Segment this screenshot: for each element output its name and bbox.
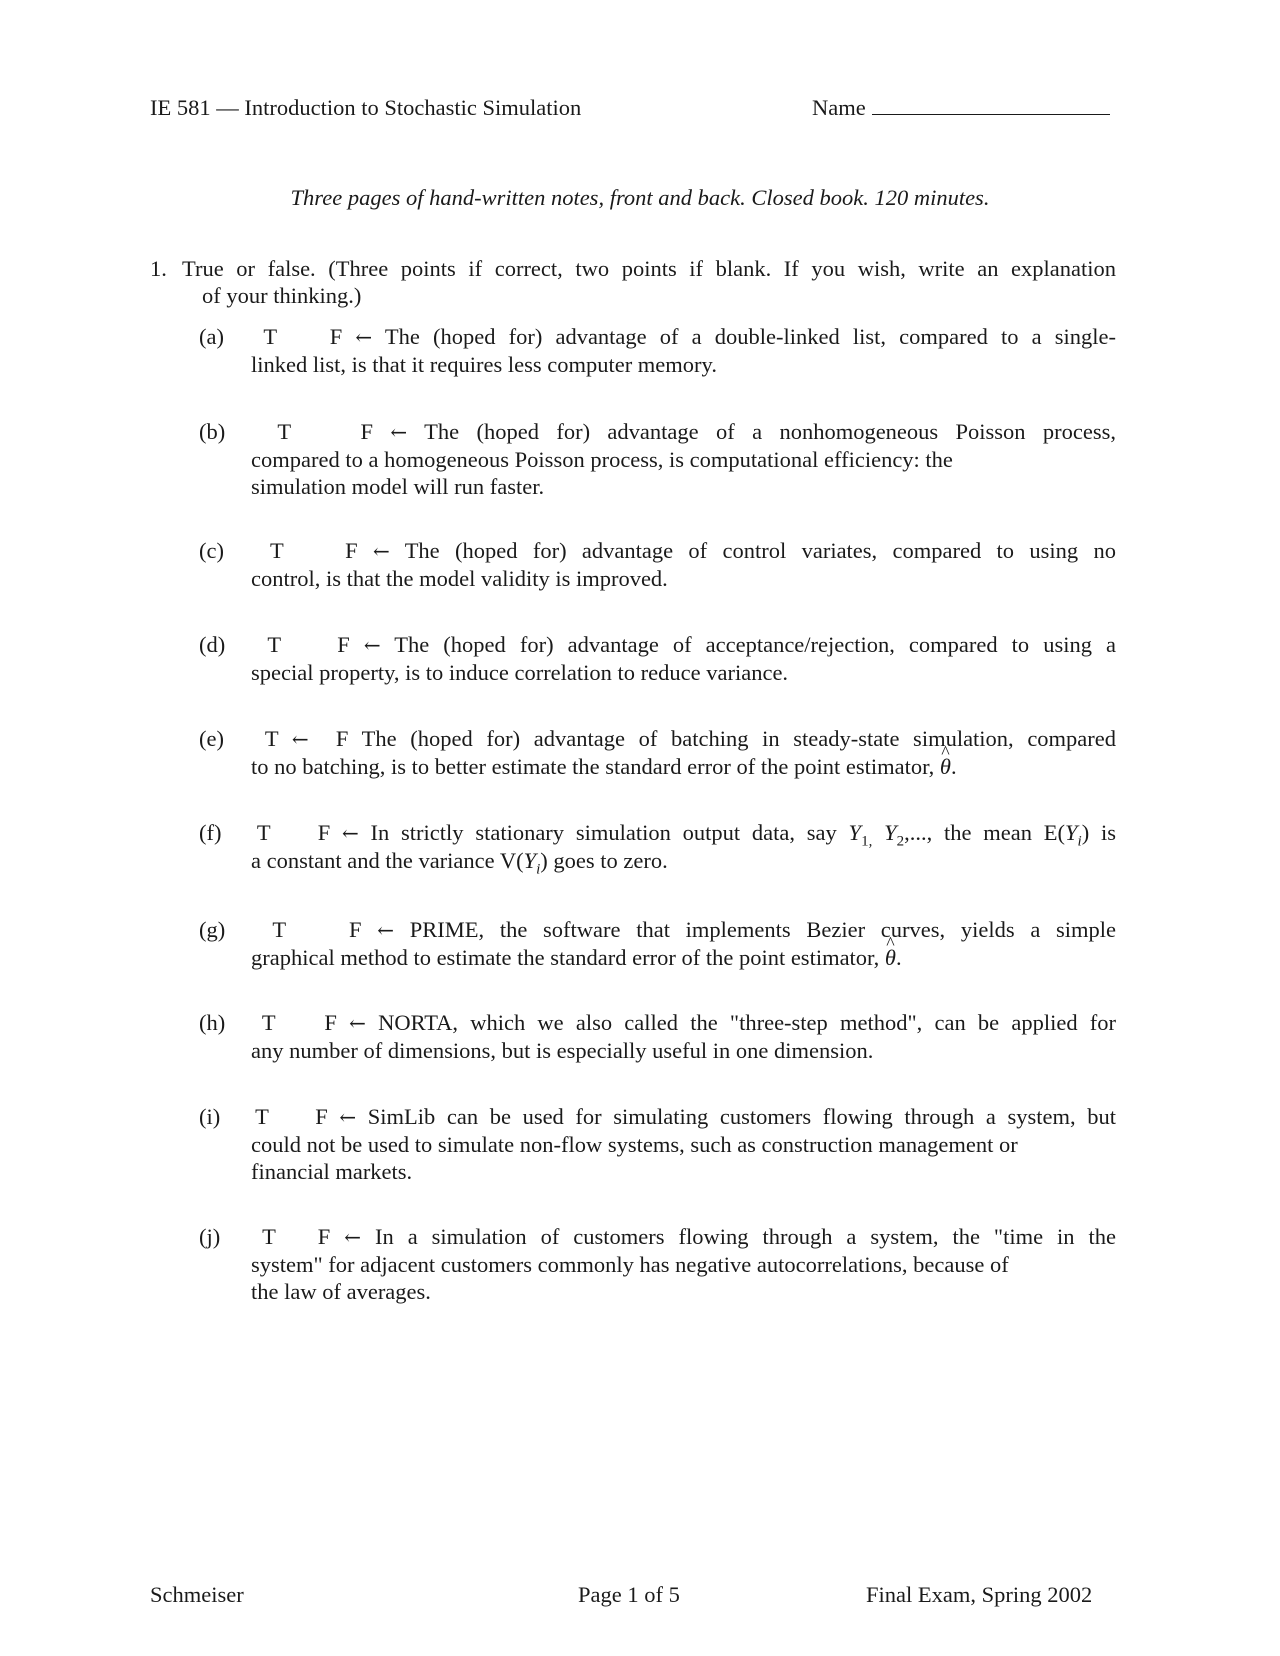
item-statement-start: The (hoped for) advantage of batching in steady-state simulation, compared <box>361 726 1117 751</box>
question-1-heading <box>150 255 1116 309</box>
item-label: (f) <box>199 820 222 845</box>
tf-item-i <box>199 1103 1116 1185</box>
tf-choice[interactable]: T F ← <box>272 917 395 942</box>
tf-choice[interactable]: T F ← <box>261 1010 366 1035</box>
item-statement-start: The (hoped for) advantage of a double-linked list, compared to a single- <box>384 324 1117 349</box>
item-statement-start: The (hoped for) advantage of a nonhomogeneous Poisson process, <box>424 419 1117 444</box>
item-statement-start: The (hoped for) advantage of acceptance/rejection, compared to using a <box>394 632 1116 657</box>
tf-item-j <box>199 1223 1116 1305</box>
name-blank-line <box>872 94 1110 115</box>
question-number: 1. <box>150 256 167 281</box>
item-label: (c) <box>199 538 224 563</box>
item-statement-start: SimLib can be used for simulating customers flowing through a system, but <box>367 1104 1116 1129</box>
tf-choice[interactable]: T F ← <box>277 419 408 444</box>
tf-item-a <box>199 323 1116 378</box>
question-line-2: of your thinking.) <box>202 283 362 308</box>
item-statement-start: The (hoped for) advantage of control variates, compared to using no <box>404 538 1116 563</box>
item-statement-continued: a constant and the variance $V(Y_i)$ goes to zero. <box>251 848 668 878</box>
item-first-line <box>199 1223 1116 1251</box>
tf-choice[interactable]: T F ← <box>256 820 359 845</box>
item-label: (j) <box>199 1224 221 1249</box>
item-statement-continued: simulation model will run faster. <box>251 474 545 499</box>
item-statement-continued: financial markets. <box>251 1159 413 1184</box>
item-statement-start: In a simulation of customers flowing through a system, the "time in the <box>374 1224 1116 1249</box>
item-first-line <box>199 1009 1116 1037</box>
footer-exam-title: Final Exam, Spring 2002 <box>866 1582 1093 1607</box>
tf-item-c <box>199 537 1116 592</box>
item-first-line <box>199 418 1116 446</box>
item-label: (g) <box>199 917 226 942</box>
tf-choice[interactable]: T F ← <box>270 538 390 563</box>
item-statement-start: In strictly stationary simulation output data, say $Y_{1,}$ $Y_2$,..., the mean $E(Y_i)$ is <box>370 820 1116 850</box>
footer-page-number: Page 1 of 5 <box>578 1582 680 1607</box>
tf-item-b <box>199 418 1116 500</box>
item-first-line <box>199 916 1116 944</box>
exam-instructions: Three pages of hand-written notes, front and back. Closed book. 120 minutes. <box>290 185 990 210</box>
item-statement-continued: the law of averages. <box>251 1279 431 1304</box>
item-statement-continued: graphical method to estimate the standard error of the point estimator, ^ θ. <box>199 944 1116 971</box>
item-statement-continued: any number of dimensions, but is especially useful in one dimension. <box>251 1038 874 1063</box>
item-statement-continued: special property, is to induce correlation to reduce variance. <box>251 660 789 685</box>
item-statement-continued: system" for adjacent customers commonly has negative autocorrelations, because of <box>251 1252 1009 1277</box>
tf-choice[interactable]: T F ← <box>267 632 381 657</box>
item-first-line <box>199 323 1116 351</box>
item-first-line <box>199 819 1116 850</box>
item-statement-continued: linked list, is that it requires less computer memory. <box>251 352 717 377</box>
item-statement-continued: control, is that the model validity is improved. <box>251 566 668 591</box>
name-field <box>812 94 1110 121</box>
tf-item-g <box>199 916 1116 971</box>
item-label: (i) <box>199 1104 221 1129</box>
tf-choice[interactable]: T F ← <box>262 1224 362 1249</box>
item-first-line <box>199 631 1116 659</box>
tf-item-f <box>199 819 1116 878</box>
tf-choice[interactable]: T F ← <box>255 1104 357 1129</box>
course-title: IE 581 — Introduction to Stochastic Simulation <box>150 95 582 120</box>
tf-item-h <box>199 1009 1116 1064</box>
question-line-1: True or false. (Three points if correct, two points if blank. If you wish, write an explanation <box>182 256 1116 281</box>
item-label: (h) <box>199 1010 226 1035</box>
item-statement-continued: compared to a homogeneous Poisson process, is computational efficiency: the <box>251 447 953 472</box>
item-first-line <box>199 1103 1116 1131</box>
item-label: (b) <box>199 419 226 444</box>
item-label: (e) <box>199 726 224 751</box>
item-first-line <box>199 537 1116 565</box>
tf-choice[interactable]: T F ← <box>263 324 373 349</box>
item-label: (a) <box>199 324 224 349</box>
item-statement-start: PRIME, the software that implements Bezier curves, yields a simple <box>409 917 1117 942</box>
item-statement-continued: to no batching, is to better estimate the standard error of the point estimator, ^ θ. <box>199 753 1116 780</box>
tf-item-d <box>199 631 1116 686</box>
tf-item-e <box>199 725 1116 780</box>
item-statement-continued: could not be used to simulate non-flow systems, such as construction management or <box>251 1132 1018 1157</box>
item-first-line <box>199 725 1116 753</box>
name-label: Name <box>812 95 866 120</box>
footer-author: Schmeiser <box>150 1582 244 1607</box>
item-statement-start: NORTA, which we also called the "three-step method", can be applied for <box>378 1010 1117 1035</box>
tf-choice[interactable]: T ← F <box>264 726 349 751</box>
item-label: (d) <box>199 632 226 657</box>
